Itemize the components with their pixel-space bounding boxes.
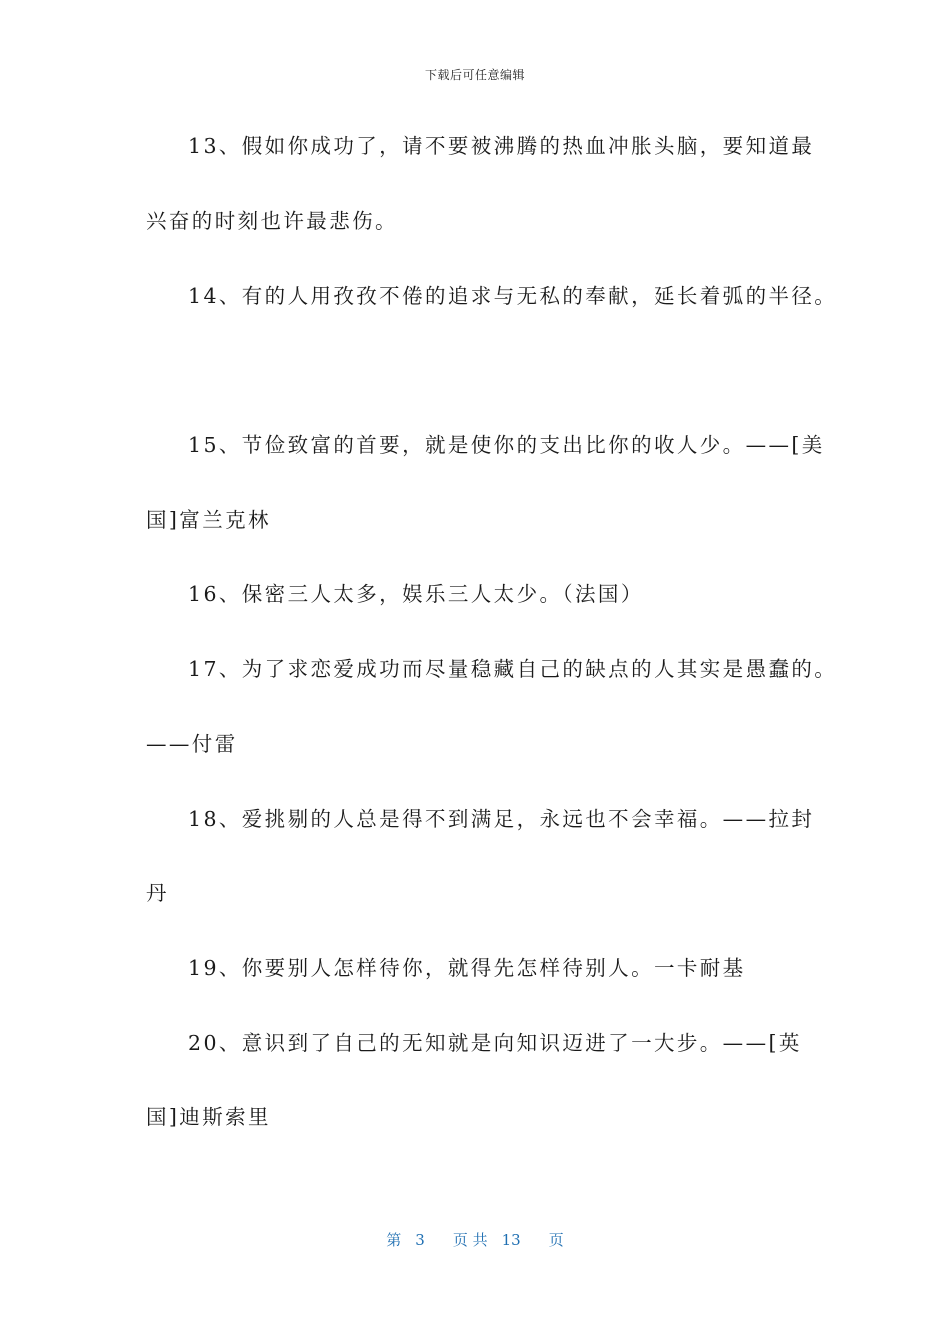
- quote-17-line-1: 17、为了求恋爱成功而尽量稳藏自己的缺点的人其实是愚蠢的。: [188, 657, 838, 681]
- page-header: 下载后可任意编辑: [424, 68, 525, 82]
- footer-prefix: 第: [386, 1231, 402, 1249]
- footer-current-page: 3: [415, 1231, 425, 1249]
- footer-suffix: 页: [548, 1231, 564, 1249]
- quote-15-line-1: 15、节俭致富的首要，就是使你的支出比你的收人少。——[美: [188, 433, 825, 457]
- quote-19-line-1: 19、你要别人怎样待你，就得先怎样待别人。一卡耐基: [188, 956, 746, 980]
- quote-14-line-1: 14、有的人用孜孜不倦的追求与无私的奉献，延长着弧的半径。: [188, 284, 838, 308]
- footer-total-pages: 13: [501, 1231, 521, 1249]
- quote-18-line-2: 丹: [146, 881, 169, 905]
- quote-20-line-1: 20、意识到了自己的无知就是向知识迈进了一大步。——[英: [188, 1031, 802, 1055]
- quote-18-line-1: 18、爱挑剔的人总是得不到满足，永远也不会幸福。——拉封: [188, 807, 815, 831]
- quote-16-line-1: 16、保密三人太多，娱乐三人太少。（法国）: [188, 582, 644, 606]
- footer-middle: 页 共: [452, 1231, 488, 1249]
- quote-13-line-1: 13、假如你成功了，请不要被沸腾的热血冲胀头脑，要知道最: [188, 134, 815, 158]
- quote-15-line-2: 国]富兰克林: [146, 508, 271, 532]
- quote-20-line-2: 国]迪斯索里: [146, 1105, 271, 1129]
- quote-13-line-2: 兴奋的时刻也许最悲伤。: [146, 209, 398, 233]
- page-footer: [0, 1229, 950, 1250]
- quote-17-line-2: ——付雷: [146, 732, 238, 756]
